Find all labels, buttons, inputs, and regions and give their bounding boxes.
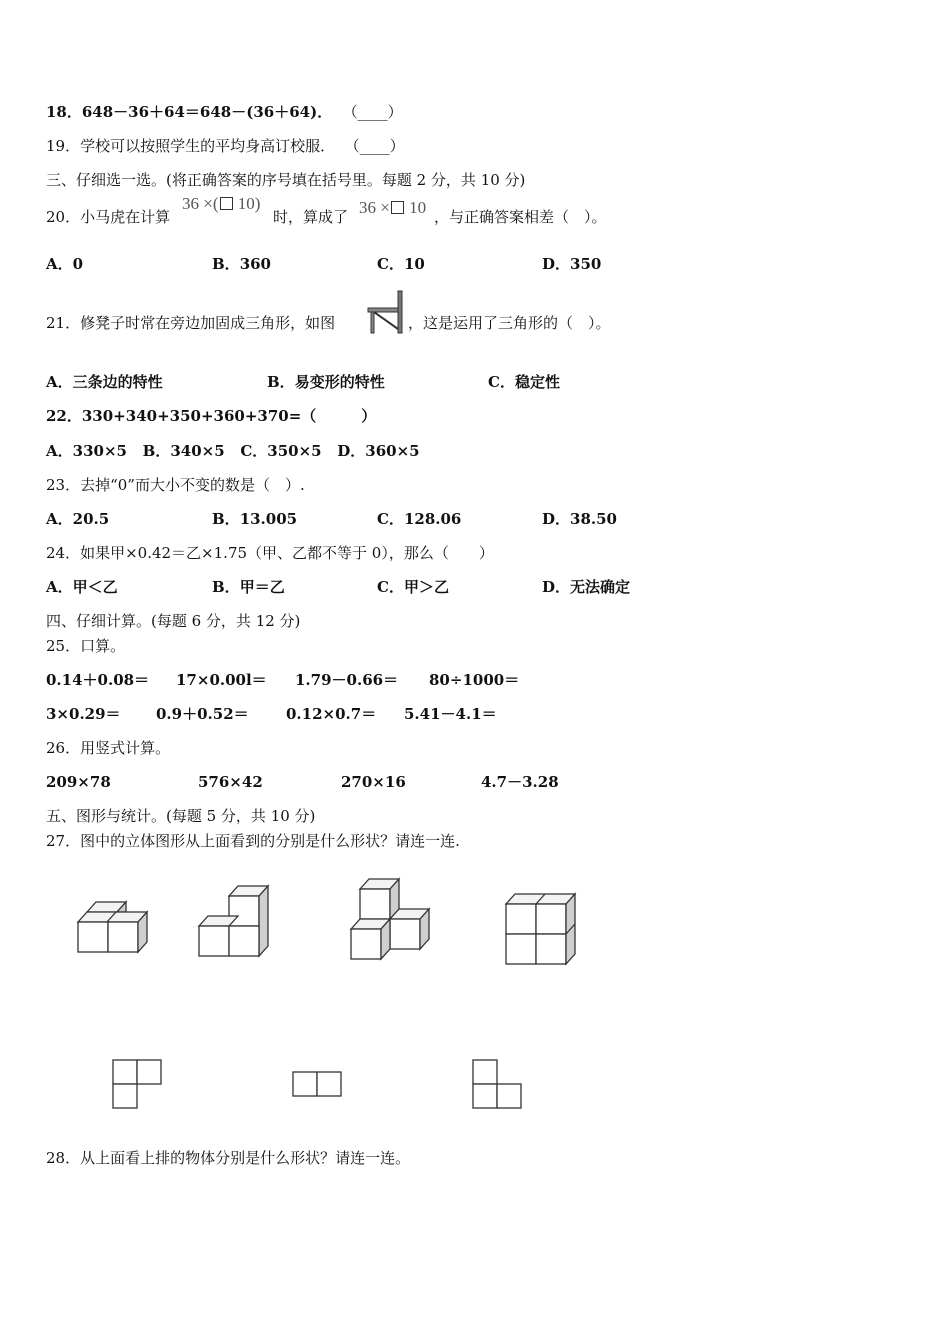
section-5-heading: 五、图形与统计。(每题 5 分，共 10 分) xyxy=(46,807,316,825)
square xyxy=(113,1084,137,1108)
option-d[interactable] xyxy=(542,577,630,597)
option-text: 甲＜乙 xyxy=(72,578,118,596)
question-text: 用竖式计算。 xyxy=(80,739,171,757)
calc-item: 17×0.00l＝ xyxy=(176,671,267,689)
question-28 xyxy=(46,1148,410,1168)
option-label: D． xyxy=(542,255,571,273)
question-number: 21． xyxy=(46,314,81,332)
question-text: 从上面看上排的物体分别是什么形状？请连一连。 xyxy=(80,1149,411,1167)
option-label: B． xyxy=(212,510,240,528)
expr-part: 10 xyxy=(404,198,427,217)
option-b[interactable] xyxy=(267,372,385,392)
top-view-3[interactable] xyxy=(472,1059,522,1109)
option-label: C． xyxy=(377,578,404,596)
expr-part: 10) xyxy=(233,194,261,213)
question-text: 648－36＋64＝648－(36＋64)． xyxy=(81,103,333,121)
option-c[interactable] xyxy=(488,372,560,392)
section-3-heading: 三、仔细选一选。(将正确答案的序号填在括号里。每题 2 分，共 10 分) xyxy=(46,171,526,189)
question-number: 25． xyxy=(46,637,81,655)
option-text: 360 xyxy=(239,255,271,273)
option-label: C． xyxy=(377,510,404,528)
option-c[interactable] xyxy=(240,442,321,460)
question-text: 修凳子时常在旁边加固成三角形，如图 xyxy=(80,314,336,332)
option-a[interactable] xyxy=(46,442,127,460)
option-label: D． xyxy=(542,578,571,596)
option-text: 350×5 xyxy=(267,442,322,460)
cube-face xyxy=(229,926,259,956)
option-text: 10 xyxy=(403,255,425,273)
question-22 xyxy=(46,406,376,426)
option-label: A． xyxy=(46,373,73,391)
cube-face xyxy=(536,904,566,934)
cube-face xyxy=(506,904,536,934)
square xyxy=(497,1084,521,1108)
question-text: 如果甲×0.42＝乙×1.75（甲、乙都不等于 0），那么（ ） xyxy=(80,544,494,562)
cube-face xyxy=(199,926,229,956)
vertical-calc-item: 576×42 xyxy=(198,773,263,791)
square xyxy=(317,1072,341,1096)
calc-item: 0.14＋0.08＝ xyxy=(46,671,150,689)
option-text: 13.005 xyxy=(239,510,298,528)
stool-triangle-icon xyxy=(366,289,406,335)
cube-face xyxy=(78,912,147,922)
square xyxy=(473,1084,497,1108)
option-label: C． xyxy=(377,255,404,273)
option-text: 稳定性 xyxy=(514,373,560,391)
square xyxy=(137,1060,161,1084)
option-a[interactable] xyxy=(46,509,109,529)
question-22-options xyxy=(46,441,420,461)
question-27 xyxy=(46,831,460,851)
option-c[interactable] xyxy=(377,577,449,597)
question-text: 图中的立体图形从上面看到的分别是什么形状？请连一连. xyxy=(80,832,460,850)
question-text: 口算。 xyxy=(80,637,126,655)
question-number: 18． xyxy=(46,103,82,121)
cube-face xyxy=(78,922,108,952)
question-20-mid: 时，算成了 xyxy=(273,208,349,226)
calc-item: 3×0.29＝ xyxy=(46,705,121,723)
expr-part: 36 ×( xyxy=(182,194,219,213)
question-text: 学校可以按照学生的平均身高订校服． xyxy=(80,137,336,155)
option-d[interactable] xyxy=(542,254,601,274)
question-number: 20． xyxy=(46,208,81,226)
option-text: 360×5 xyxy=(365,442,420,460)
question-18 xyxy=(46,102,403,122)
expr-part: 36 × xyxy=(359,198,390,217)
expression-wrong xyxy=(359,198,426,218)
blank-box-icon xyxy=(391,201,404,214)
option-label: A． xyxy=(46,578,73,596)
question-number: 28． xyxy=(46,1149,81,1167)
option-b[interactable] xyxy=(212,509,297,529)
calc-item: 0.12×0.7＝ xyxy=(286,705,377,723)
option-a[interactable] xyxy=(46,372,163,392)
option-text: 无法确定 xyxy=(570,578,631,596)
option-text: 38.50 xyxy=(570,510,617,528)
cube-face xyxy=(360,889,390,919)
question-20-post: ，与正确答案相差（ ）。 xyxy=(434,208,607,226)
option-d[interactable] xyxy=(542,509,617,529)
question-text: 去掉“0”而大小不变的数是（ ）. xyxy=(80,476,305,494)
blank-box-icon xyxy=(220,197,233,210)
section-4-heading: 四、仔细计算。(每题 6 分，共 12 分) xyxy=(46,612,301,630)
question-number: 24． xyxy=(46,544,81,562)
solid-figure-3 xyxy=(349,877,435,961)
question-number: 27． xyxy=(46,832,81,850)
question-21-post: ，这是运用了三角形的（ ）。 xyxy=(408,314,611,332)
question-number: 22． xyxy=(46,407,82,425)
vertical-calc-item: 270×16 xyxy=(341,773,406,791)
calc-item: 5.41－4.1＝ xyxy=(404,705,497,723)
option-label: B． xyxy=(212,578,240,596)
cube-face xyxy=(259,886,268,956)
question-text: 330+340+350+360+370=（ ） xyxy=(81,407,377,425)
option-label: B． xyxy=(142,442,171,460)
question-25 xyxy=(46,636,125,656)
option-label: D． xyxy=(337,442,366,460)
option-text: 340×5 xyxy=(170,442,225,460)
option-c[interactable] xyxy=(377,254,425,274)
square xyxy=(113,1060,137,1084)
question-23 xyxy=(46,475,305,495)
question-24 xyxy=(46,543,494,563)
question-20 xyxy=(46,207,170,227)
option-label: C． xyxy=(488,373,515,391)
question-number: 23． xyxy=(46,476,81,494)
option-text: 0 xyxy=(72,255,84,273)
option-label: A． xyxy=(46,442,73,460)
cube-face xyxy=(351,929,381,959)
option-label: B． xyxy=(212,255,240,273)
cube-face xyxy=(506,934,536,964)
calc-item: 0.9＋0.52＝ xyxy=(156,705,249,723)
option-a[interactable] xyxy=(46,577,118,597)
option-text: 350 xyxy=(570,255,602,273)
option-c[interactable] xyxy=(377,509,461,529)
option-label: D． xyxy=(542,510,571,528)
option-b[interactable] xyxy=(212,254,271,274)
question-26 xyxy=(46,738,170,758)
option-text: 128.06 xyxy=(403,510,462,528)
option-text: 易变形的特性 xyxy=(294,373,385,391)
option-a[interactable] xyxy=(46,254,83,274)
option-label: C． xyxy=(240,442,268,460)
vertical-calc-item: 4.7－3.28 xyxy=(481,773,559,791)
cube-face xyxy=(108,922,138,952)
top-view-2[interactable] xyxy=(292,1071,342,1097)
expression-correct xyxy=(182,194,260,214)
cube-face xyxy=(536,934,566,964)
square xyxy=(473,1060,497,1084)
question-19 xyxy=(46,136,405,156)
top-view-1[interactable] xyxy=(112,1059,162,1109)
solid-figure-1 xyxy=(76,900,152,954)
option-d[interactable] xyxy=(337,442,419,460)
option-b[interactable] xyxy=(143,442,225,460)
solid-figure-2 xyxy=(197,884,273,958)
square xyxy=(293,1072,317,1096)
solid-figure-4 xyxy=(504,892,580,966)
option-label: A． xyxy=(46,255,73,273)
option-text: 甲＞乙 xyxy=(403,578,449,596)
option-text: 330×5 xyxy=(72,442,127,460)
cube-face xyxy=(390,919,420,949)
option-text: 甲＝乙 xyxy=(239,578,285,596)
option-label: B． xyxy=(267,373,295,391)
answer-blank[interactable]: （____） xyxy=(342,103,403,121)
calc-item: 1.79－0.66＝ xyxy=(295,671,399,689)
option-text: 三条边的特性 xyxy=(72,373,163,391)
question-number: 26． xyxy=(46,739,81,757)
answer-blank[interactable]: （____） xyxy=(344,137,405,155)
question-21 xyxy=(46,313,335,333)
option-label: A． xyxy=(46,510,73,528)
question-number: 19． xyxy=(46,137,81,155)
option-text: 20.5 xyxy=(72,510,110,528)
question-text: 小马虎在计算 xyxy=(80,208,171,226)
calc-item: 80÷1000＝ xyxy=(429,671,520,689)
option-b[interactable] xyxy=(212,577,285,597)
vertical-calc-item: 209×78 xyxy=(46,773,111,791)
